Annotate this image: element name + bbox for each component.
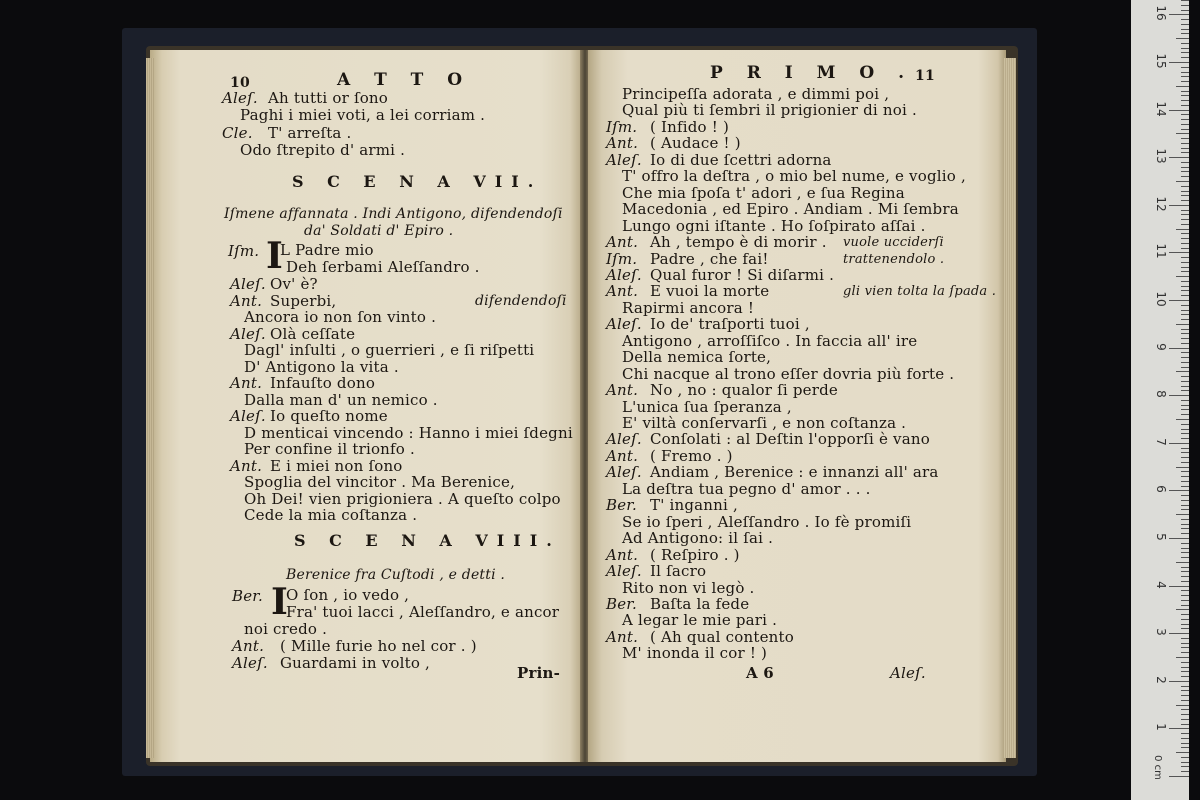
ruler-tick — [1181, 548, 1189, 549]
verse-line: ( Ah qual contento — [650, 627, 794, 646]
ruler-tick — [1181, 267, 1189, 268]
speaker-label: Ant. — [606, 545, 639, 564]
ruler-tick — [1181, 581, 1189, 582]
verse-line: Se io ſperi , Aleſſandro . Io fè promiſi — [622, 512, 912, 531]
ruler-tick — [1181, 333, 1189, 334]
speaker-label: Ber. — [606, 496, 637, 515]
speaker-label: Ant. — [606, 134, 639, 153]
ruler-tick — [1181, 386, 1189, 387]
stage-direction: gli vien tolta la ſpada . — [843, 284, 997, 300]
ruler-tick — [1181, 733, 1189, 734]
ruler-tick — [1169, 252, 1189, 253]
ruler-number: 5 — [1154, 533, 1168, 541]
verse-line: Principeſſa adorata , e dimmi poi , — [622, 85, 890, 103]
stage-direction: da' Soldati d' Epiro . — [304, 223, 454, 239]
ruler-number: 15 — [1154, 53, 1168, 69]
ruler-tick — [1176, 609, 1189, 610]
ruler-tick — [1176, 86, 1189, 87]
ruler-tick — [1181, 524, 1189, 525]
speaker-label: Cle. — [222, 123, 253, 142]
ruler-tick — [1176, 276, 1189, 277]
verse-line: ( Reſpiro . ) — [650, 545, 740, 564]
ruler-tick — [1181, 43, 1189, 44]
ruler-tick — [1181, 600, 1189, 601]
ruler-tick — [1181, 262, 1189, 263]
ruler-tick — [1181, 238, 1189, 239]
ruler-tick — [1181, 709, 1189, 710]
verse-line: Infauſto dono — [270, 374, 376, 392]
verse-line: Dalla man d' un nemico . — [244, 390, 438, 409]
verse-line: E' viltà conſervarſi , e non coſtanza . — [622, 414, 907, 432]
speaker-label: Ant. — [606, 233, 639, 252]
verse-line: Guardami in volto , — [280, 654, 431, 672]
speaker-label: Aleſ. — [606, 315, 642, 334]
verse-line: Dagl' inſulti , o guerrieri , e ſi riſpetti — [244, 341, 535, 359]
verse-line: Chi nacque al trono eſſer dovria più forte . — [622, 364, 955, 383]
ruler-tick — [1181, 233, 1189, 234]
verse-line: T' arreſta . — [268, 123, 352, 142]
drop-cap: I — [266, 235, 283, 277]
verse-line: Ad Antigono: il ſai . — [622, 529, 774, 548]
ruler-tick — [1181, 219, 1189, 220]
measuring-ruler — [1131, 0, 1189, 800]
speaker-label: Ant. — [230, 456, 263, 475]
ruler-tick — [1181, 91, 1189, 92]
ruler-tick — [1181, 628, 1189, 629]
ruler-tick — [1181, 171, 1189, 172]
ruler-tick — [1181, 481, 1189, 482]
ruler-tick — [1181, 152, 1189, 153]
signature-mark: A 6 — [746, 664, 774, 682]
speaker-label: Aleſ. — [606, 463, 642, 482]
ruler-tick — [1181, 533, 1189, 534]
ruler-tick — [1181, 390, 1189, 391]
ruler-tick — [1181, 743, 1189, 744]
ruler-tick — [1181, 210, 1189, 211]
ruler-tick — [1181, 505, 1189, 506]
ruler-tick — [1181, 452, 1189, 453]
ruler-tick — [1169, 633, 1189, 634]
ruler-tick — [1181, 433, 1189, 434]
ruler-tick — [1181, 376, 1189, 377]
ruler-tick — [1181, 24, 1189, 25]
page-edges-right — [1004, 58, 1016, 758]
verse-line: La deſtra tua pegno d' amor . . . — [622, 479, 871, 498]
speaker-label: Ant. — [606, 627, 639, 646]
verse-line: A legar le mie pari . — [622, 611, 778, 630]
verse-line: Qual furor ! Si diſarmi . — [650, 265, 835, 284]
ruler-tick — [1181, 100, 1189, 101]
speaker-label: Aleſ. — [232, 654, 268, 672]
ruler-tick — [1181, 0, 1189, 1]
ruler-tick — [1169, 538, 1189, 539]
ruler-tick — [1181, 10, 1189, 11]
verse-line: Io di due ſcettri adorna — [650, 150, 832, 169]
verse-line: Andiam , Berenice : e innanzi all' ara — [650, 463, 939, 482]
ruler-tick — [1181, 405, 1189, 406]
verse-line: Paghi i miei voti, a lei corriam . — [240, 106, 486, 125]
ruler-tick — [1169, 14, 1189, 15]
ruler-tick — [1181, 162, 1189, 163]
stage-direction: Iſmene affannata . Indi Antigono, difendendoſi — [224, 206, 563, 222]
ruler-tick — [1181, 148, 1189, 149]
ruler-unit-label: 0 cm — [1151, 755, 1163, 780]
scene-title: S C E N A VII. — [292, 172, 543, 191]
verse-line: Rapirmi ancora ! — [622, 298, 755, 317]
verse-line: L Padre mio — [280, 241, 374, 259]
verse-line: Rito non vi legò . — [622, 578, 755, 597]
ruler-tick — [1176, 657, 1189, 658]
speaker-label: Aleſ. — [606, 430, 642, 449]
verse-line: Oh Dei! vien prigioniera . A queſto colpo — [244, 489, 561, 508]
verse-line: Olà ceſſate — [270, 324, 356, 343]
ruler-tick — [1176, 514, 1189, 515]
ruler-tick — [1169, 348, 1189, 349]
verse-line: Ancora io non ſon vinto . — [244, 308, 437, 326]
ruler-tick — [1181, 167, 1189, 168]
ruler-tick — [1181, 605, 1189, 606]
ruler-number: 11 — [1154, 243, 1168, 260]
ruler-tick — [1176, 467, 1189, 468]
ruler-tick — [1181, 95, 1189, 96]
ruler-tick — [1176, 562, 1189, 563]
ruler-tick — [1181, 557, 1189, 558]
ruler-tick — [1181, 457, 1189, 458]
verse-line: Deh ſerbami Aleſſandro . — [286, 258, 480, 276]
ruler-number: 16 — [1154, 5, 1168, 22]
ruler-tick — [1181, 714, 1189, 715]
ruler-tick — [1181, 338, 1189, 339]
ruler-number: 14 — [1154, 100, 1168, 117]
speaker-label: Aleſ. — [230, 324, 266, 343]
stage-direction: Berenice fra Cuſtodi , e detti . — [286, 567, 506, 583]
ruler-number: 7 — [1154, 437, 1168, 446]
ruler-tick — [1169, 681, 1189, 682]
page-edges-left — [146, 58, 154, 758]
verse-line: D menticai vincendo : Hanno i miei ſdegni — [244, 423, 573, 442]
ruler-tick — [1181, 305, 1189, 306]
speaker-label: Aleſ. — [222, 89, 258, 107]
ruler-tick — [1181, 652, 1189, 653]
ruler-tick — [1181, 310, 1189, 311]
ruler-tick — [1181, 495, 1189, 496]
ruler-tick — [1176, 371, 1189, 372]
verse-line: Padre , che fai! — [650, 249, 769, 268]
verse-line: Superbi, — [270, 291, 337, 310]
ruler-tick — [1169, 776, 1189, 777]
verse-line: Che mia ſpoſa t' adori , e ſua Regina — [622, 183, 905, 202]
ruler-tick — [1181, 647, 1189, 648]
ruler-tick — [1181, 638, 1189, 639]
ruler-tick — [1181, 543, 1189, 544]
ruler-tick — [1176, 419, 1189, 420]
ruler-tick — [1181, 105, 1189, 106]
speaker-label: Ant. — [606, 381, 639, 400]
ruler-tick — [1181, 343, 1189, 344]
verse-line: Odo ſtrepito d' armi . — [240, 140, 406, 159]
ruler-tick — [1176, 752, 1189, 753]
ruler-tick — [1181, 624, 1189, 625]
verse-line: Cede la mia coſtanza . — [244, 506, 418, 524]
ruler-tick — [1181, 76, 1189, 77]
ruler-tick — [1181, 686, 1189, 687]
ruler-tick — [1181, 757, 1189, 758]
drop-cap: I — [271, 581, 288, 623]
ruler-tick — [1181, 114, 1189, 115]
running-head: P R I M O . — [710, 63, 914, 83]
verse-line: noi credo . — [244, 620, 328, 638]
ruler-tick — [1181, 119, 1189, 120]
ruler-tick — [1181, 57, 1189, 58]
ruler-tick — [1181, 448, 1189, 449]
ruler-tick — [1181, 667, 1189, 668]
ruler-tick — [1176, 181, 1189, 182]
ruler-tick — [1176, 229, 1189, 230]
ruler-tick — [1181, 576, 1189, 577]
ruler-tick — [1169, 395, 1189, 396]
ruler-tick — [1169, 443, 1189, 444]
ruler-tick — [1169, 110, 1189, 111]
ruler-tick — [1169, 586, 1189, 587]
speaker-label: Aleſ. — [230, 407, 266, 425]
ruler-tick — [1181, 286, 1189, 287]
speaker-label: Aleſ. — [606, 150, 642, 169]
ruler-tick — [1181, 176, 1189, 177]
speaker-label: Aleſ. — [606, 562, 642, 581]
verse-line: E i miei non ſono — [270, 456, 403, 475]
ruler-tick — [1181, 509, 1189, 510]
verse-line: Io de' traſporti tuoi , — [650, 315, 810, 334]
ruler-tick — [1181, 72, 1189, 73]
speaker-label: Aleſ. — [230, 275, 266, 293]
ruler-tick — [1181, 500, 1189, 501]
ruler-tick — [1181, 690, 1189, 691]
speaker-label: Iſm. — [606, 249, 638, 268]
ruler-tick — [1181, 257, 1189, 258]
verse-line: ( Fremo . ) — [650, 446, 733, 465]
ruler-tick — [1181, 186, 1189, 187]
verse-line: Ah tutti or ſono — [268, 89, 389, 107]
ruler-tick — [1181, 329, 1189, 330]
ruler-tick — [1181, 290, 1189, 291]
ruler-tick — [1181, 476, 1189, 477]
ruler-tick — [1181, 719, 1189, 720]
ruler-tick — [1181, 248, 1189, 249]
ruler-tick — [1181, 195, 1189, 196]
verse-line: Qual più ti ſembri il prigionier di noi . — [622, 101, 917, 120]
ruler-tick — [1181, 124, 1189, 125]
ruler-tick — [1176, 38, 1189, 39]
ruler-tick — [1181, 552, 1189, 553]
ruler-tick — [1181, 243, 1189, 244]
verse-line: T' offro la deſtra , o mio bel nume, e voglio , — [622, 167, 966, 186]
right-page — [588, 50, 1006, 762]
ruler-tick — [1181, 738, 1189, 739]
ruler-tick — [1181, 409, 1189, 410]
ruler-tick — [1181, 571, 1189, 572]
ruler-tick — [1181, 357, 1189, 358]
speaker-label: Iſm. — [228, 242, 260, 260]
left-page — [150, 50, 582, 762]
ruler-tick — [1181, 281, 1189, 282]
stage-direction: difendendoſi — [475, 292, 567, 309]
ruler-tick — [1181, 19, 1189, 20]
ruler-tick — [1181, 771, 1189, 772]
ruler-number: 6 — [1154, 485, 1168, 494]
verse-line: ( Mille furie ho nel cor . ) — [280, 637, 477, 655]
verse-line: T' inganni , — [650, 496, 738, 515]
ruler-tick — [1181, 724, 1189, 725]
verse-line: Baſta la fede — [650, 594, 750, 613]
ruler-tick — [1181, 671, 1189, 672]
ruler-tick — [1181, 747, 1189, 748]
ruler-tick — [1181, 224, 1189, 225]
verse-line: Ah , tempo è di morir . — [650, 233, 827, 252]
speaker-label: Iſm. — [606, 117, 638, 136]
ruler-number: 13 — [1154, 148, 1168, 164]
ruler-tick — [1181, 200, 1189, 201]
ruler-number: 3 — [1154, 628, 1168, 636]
speaker-label: Ber. — [232, 587, 263, 605]
ruler-tick — [1181, 271, 1189, 272]
ruler-tick — [1181, 471, 1189, 472]
ruler-tick — [1181, 129, 1189, 130]
verse-line: M' inonda il cor ! ) — [622, 644, 768, 663]
ruler-tick — [1169, 62, 1189, 63]
ruler-tick — [1181, 567, 1189, 568]
speaker-label: Ber. — [606, 594, 637, 613]
ruler-tick — [1181, 695, 1189, 696]
ruler-tick — [1181, 138, 1189, 139]
ruler-tick — [1181, 486, 1189, 487]
ruler-tick — [1181, 762, 1189, 763]
verse-line: Della nemica ſorte, — [622, 348, 772, 367]
ruler-tick — [1181, 48, 1189, 49]
verse-line: Conſolati : al Deſtin l'opporſi è vano — [650, 430, 930, 449]
ruler-tick — [1181, 143, 1189, 144]
ruler-tick — [1181, 595, 1189, 596]
verse-line: No , no : qualor ſi perde — [650, 381, 838, 400]
verse-line: Antigono , arroſſiſco . In faccia all' ire — [622, 331, 918, 350]
ruler-number: 12 — [1154, 196, 1168, 212]
running-head: A T T O — [337, 70, 472, 90]
stage-direction: vuole ucciderſi — [843, 235, 944, 251]
verse-line: Lungo ogni iſtante . Ho ſoſpirato aſſai . — [622, 216, 926, 235]
ruler-tick — [1181, 67, 1189, 68]
ruler-tick — [1176, 324, 1189, 325]
ruler-tick — [1181, 462, 1189, 463]
ruler-tick — [1176, 133, 1189, 134]
ruler-number: 4 — [1154, 580, 1168, 589]
ruler-tick — [1181, 662, 1189, 663]
ruler-tick — [1169, 490, 1189, 491]
verse-line: Ov' è? — [270, 275, 318, 293]
ruler-tick — [1181, 295, 1189, 296]
ruler-tick — [1181, 700, 1189, 701]
ruler-tick — [1181, 438, 1189, 439]
ruler-tick — [1176, 705, 1189, 706]
ruler-tick — [1181, 352, 1189, 353]
ruler-tick — [1181, 5, 1189, 6]
ruler-tick — [1181, 214, 1189, 215]
scene-title: S C E N A VIII. — [294, 531, 561, 550]
ruler-tick — [1181, 424, 1189, 425]
ruler-tick — [1169, 157, 1189, 158]
verse-line: D' Antigono la vita . — [244, 357, 399, 376]
catchword: Prin- — [517, 664, 561, 682]
ruler-number: 2 — [1154, 675, 1168, 684]
verse-line: Io queſto nome — [270, 407, 388, 425]
speaker-label: Ant. — [606, 282, 639, 301]
ruler-tick — [1181, 400, 1189, 401]
ruler-tick — [1181, 614, 1189, 615]
catchword: Aleſ. — [890, 664, 926, 682]
ruler-tick — [1181, 29, 1189, 30]
ruler-tick — [1181, 362, 1189, 363]
speaker-label: Ant. — [230, 291, 263, 310]
stage-direction: trattenendolo . — [843, 251, 945, 267]
verse-line: Macedonia , ed Epiro . Andiam . Mi ſembra — [622, 200, 959, 219]
ruler-tick — [1181, 319, 1189, 320]
ruler-tick — [1181, 191, 1189, 192]
verse-line: E vuoi la morte — [650, 282, 770, 301]
ruler-tick — [1181, 414, 1189, 415]
ruler-tick — [1181, 619, 1189, 620]
ruler-tick — [1181, 429, 1189, 430]
speaker-label: Ant. — [230, 374, 263, 392]
ruler-number: 9 — [1154, 342, 1168, 351]
verse-line: Per confine il trionfo . — [244, 440, 415, 458]
ruler-tick — [1181, 590, 1189, 591]
ruler-tick — [1181, 81, 1189, 82]
ruler-tick — [1181, 367, 1189, 368]
verse-line: O ſon , io vedo , — [286, 586, 410, 604]
ruler-number: 1 — [1154, 723, 1168, 732]
verse-line: ( Infido ! ) — [650, 117, 730, 136]
verse-line: L'unica ſua ſperanza , — [622, 397, 792, 416]
ruler-tick — [1181, 381, 1189, 382]
ruler-tick — [1169, 300, 1189, 301]
verse-line: Il ſacro — [650, 562, 707, 581]
verse-line: Fra' tuoi lacci , Aleſſandro, e ancor — [286, 603, 560, 621]
verse-line: ( Audace ! ) — [650, 134, 741, 153]
ruler-number: 10 — [1154, 291, 1168, 307]
page-number: 10 — [230, 75, 250, 91]
speaker-label: Ant. — [232, 637, 265, 655]
ruler-tick — [1181, 52, 1189, 53]
ruler-tick — [1169, 728, 1189, 729]
ruler-tick — [1181, 519, 1189, 520]
verse-line: Spoglia del vincitor . Ma Berenice, — [244, 473, 516, 491]
ruler-tick — [1169, 205, 1189, 206]
ruler-tick — [1181, 643, 1189, 644]
ruler-tick — [1181, 766, 1189, 767]
ruler-tick — [1181, 314, 1189, 315]
ruler-tick — [1181, 676, 1189, 677]
page-number: 11 — [915, 68, 935, 84]
ruler-tick — [1181, 33, 1189, 34]
ruler-number: 8 — [1154, 390, 1168, 398]
speaker-label: Aleſ. — [606, 265, 642, 284]
ruler-tick — [1181, 528, 1189, 529]
speaker-label: Ant. — [606, 446, 639, 465]
